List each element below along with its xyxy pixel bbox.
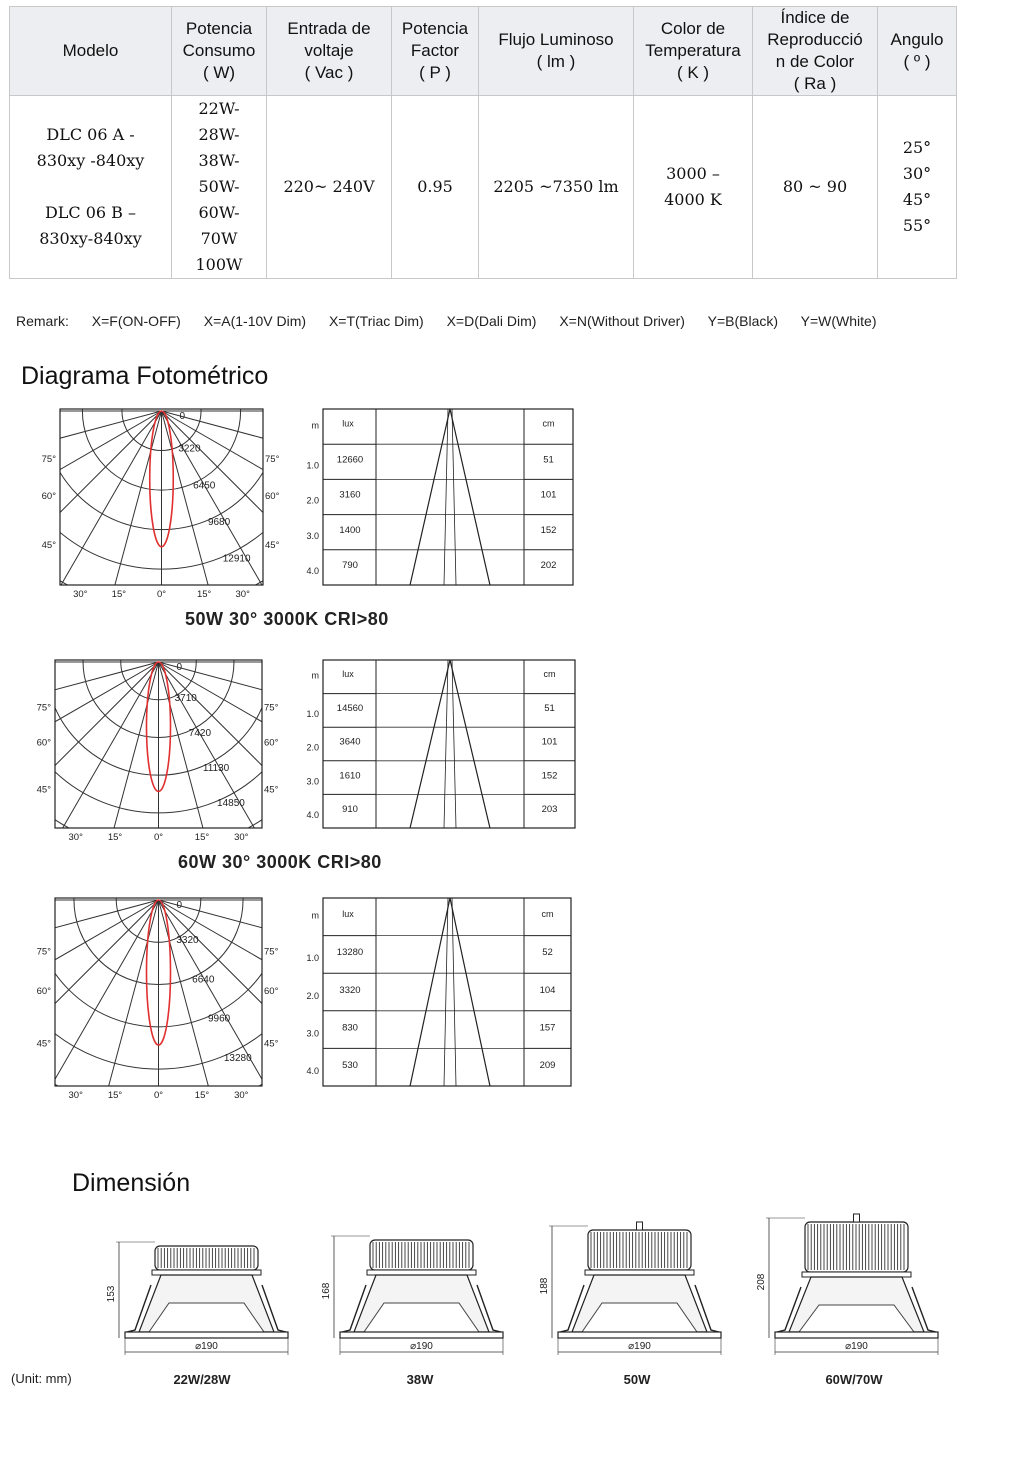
diameter-value: ⌀190 <box>628 1341 651 1352</box>
remark-item: X=A(1-10V Dim) <box>203 313 307 329</box>
downlight-drawing <box>756 1214 938 1355</box>
table-distance-value: 3.0 <box>306 1028 319 1039</box>
header-indice-reproduccion: Índice de Reproducció n de Color ( Ra ) <box>753 7 878 96</box>
bottom-angle-label: 30° <box>68 832 83 843</box>
reflector-inner <box>799 1305 914 1332</box>
polar-radial-line <box>0 662 159 897</box>
dimension-label: 38W <box>406 1372 434 1387</box>
angle-label-right: 45° <box>265 540 280 552</box>
ring-value-label: 13280 <box>223 1052 252 1064</box>
table-cm-value: 157 <box>539 1022 556 1034</box>
trim-flange <box>558 1332 721 1338</box>
table-distance-value: 2.0 <box>306 742 319 753</box>
table-lux-value: 3160 <box>339 489 361 501</box>
ring-value-label: 9680 <box>207 516 231 528</box>
height-value: 208 <box>756 1273 767 1291</box>
bottom-angle-label: 15° <box>107 832 123 843</box>
chart-caption: 50W 30° 3000K CRI>80 <box>185 609 389 629</box>
bottom-angle-label: 30° <box>68 1090 83 1101</box>
table-frame <box>323 660 575 828</box>
angle-label-left: 45° <box>36 784 51 796</box>
angle-label-right: 75° <box>264 946 279 958</box>
angle-label-right: 60° <box>264 737 279 749</box>
polar-radial-line <box>0 900 159 1110</box>
photometric-title: Diagrama Fotométrico <box>21 362 269 390</box>
table-lux-value: 3640 <box>339 736 361 748</box>
table-cm-value: 101 <box>541 736 558 748</box>
mount-ring <box>585 1270 694 1275</box>
table-header-cm: cm <box>543 668 556 679</box>
angle-label-right: 45° <box>264 1038 279 1050</box>
reflector-inner <box>582 1303 697 1332</box>
dimension-label: 50W <box>623 1372 651 1387</box>
cell-cri: 80 ~ 90 <box>753 96 878 279</box>
header-entrada-voltaje: Entrada de voltaje ( Vac ) <box>267 7 392 96</box>
table-lux-value: 14560 <box>336 703 364 715</box>
angle-label-left: 45° <box>41 540 56 552</box>
table-header-lux: lux <box>342 908 354 919</box>
trim-flange <box>340 1332 503 1338</box>
downlight-drawing <box>321 1236 503 1355</box>
table-distance-value: 2.0 <box>306 495 319 506</box>
angle-label-left: 45° <box>36 1038 51 1050</box>
table-distance-value: 4.0 <box>306 566 319 577</box>
top-connector <box>854 1214 860 1222</box>
table-distance-value: 1.0 <box>306 953 319 964</box>
polar-chart <box>0 689 531 1110</box>
header-modelo: Modelo <box>10 7 172 96</box>
ring-value-label: 3220 <box>178 443 201 455</box>
ring-value-label: 9960 <box>208 1013 231 1025</box>
table-lux-value: 790 <box>342 560 358 572</box>
bottom-angle-label: 15° <box>111 589 127 600</box>
bottom-angle-label: 0° <box>153 1090 164 1101</box>
remark-item: X=N(Without Driver) <box>559 313 685 329</box>
table-header-cm: cm <box>542 418 555 429</box>
polar-radial-line <box>159 900 481 1086</box>
table-header-m: m <box>311 910 319 921</box>
reflector-inner <box>364 1303 479 1332</box>
remark-item: Y=W(White) <box>800 313 877 329</box>
angle-label-left: 75° <box>36 702 51 714</box>
polar-radial-line <box>73 662 159 983</box>
table-cm-value: 101 <box>540 489 557 501</box>
header-flujo-luminoso: Flujo Luminoso ( lm ) <box>479 7 634 96</box>
height-value: 168 <box>321 1282 332 1300</box>
table-header-m: m <box>311 670 319 681</box>
diameter-value: ⌀190 <box>195 1341 218 1352</box>
angle-label-left: 75° <box>41 453 56 465</box>
cell-color-temp: 3000 – 4000 K <box>634 96 753 279</box>
polar-radial-line <box>0 900 159 1086</box>
bottom-angle-label: 0° <box>156 589 167 600</box>
cell-flux: 2205 ~7350 lm <box>479 96 634 279</box>
header-potencia-consumo: Potencia Consumo ( W) <box>172 7 267 96</box>
bottom-angle-label: 30° <box>73 589 88 600</box>
table-cm-value: 209 <box>539 1059 556 1071</box>
table-distance-value: 2.0 <box>306 990 319 1001</box>
beam-cone <box>410 409 490 585</box>
reflector-inner <box>149 1303 264 1332</box>
angle-label-right: 75° <box>264 702 279 714</box>
beam-cone <box>410 898 490 1086</box>
mount-ring <box>802 1272 911 1277</box>
polar-radial-line <box>159 900 422 1110</box>
angle-label-left: 60° <box>36 737 51 749</box>
cell-power-factor: 0.95 <box>392 96 479 279</box>
table-cm-value: 202 <box>540 560 557 572</box>
table-distance-value: 3.0 <box>306 776 319 787</box>
table-header-lux: lux <box>342 418 354 429</box>
ring-value-label: 7420 <box>188 727 212 739</box>
polar-radial-line <box>159 662 447 828</box>
table-lux-value: 13280 <box>336 947 364 959</box>
table-distance-value: 3.0 <box>306 530 319 541</box>
table-header-cm: cm <box>541 908 554 919</box>
dimension-title: Dimensión <box>72 1169 191 1197</box>
polar-radial-line <box>0 900 159 1110</box>
dimension-label: 60W/70W <box>825 1372 883 1387</box>
polar-radial-line <box>62 900 158 1110</box>
polar-radial-line <box>159 900 255 1110</box>
trim-flange <box>125 1332 288 1338</box>
ring-value-label: 6450 <box>193 480 216 492</box>
header-color-temperatura: Color de Temperatura ( K ) <box>634 7 753 96</box>
angle-label-right: 60° <box>264 985 279 997</box>
ring-value-label: 3320 <box>176 935 199 947</box>
diameter-value: ⌀190 <box>410 1341 433 1352</box>
ring-value-label: 14850 <box>217 797 245 809</box>
illuminance-table <box>306 660 575 828</box>
table-lux-value: 830 <box>342 1022 358 1034</box>
cell-angles: 25° 30° 45° 55° <box>878 96 957 279</box>
downlight-drawing <box>539 1222 721 1355</box>
dimension-drawings <box>0 1210 1015 1370</box>
cell-model: DLC 06 A - 830xy -840xy DLC 06 B – 830xy-840xy <box>10 96 172 279</box>
cell-power: 22W- 28W- 38W- 50W- 60W- 70W 100W <box>172 96 267 279</box>
height-value: 153 <box>106 1285 117 1303</box>
polar-chart <box>0 473 491 994</box>
ring-value-label: 12910 <box>222 553 251 565</box>
bottom-angle-label: 15° <box>196 589 212 600</box>
angle-label-left: 60° <box>41 490 56 502</box>
table-lux-value: 12660 <box>336 454 364 466</box>
bottom-angle-label: 30° <box>234 832 249 843</box>
beam-cone <box>410 660 490 828</box>
table-lux-value: 910 <box>342 803 358 815</box>
bottom-angle-label: 0° <box>153 832 164 843</box>
illuminance-table <box>306 409 573 585</box>
table-header-m: m <box>311 420 319 431</box>
polar-radial-line <box>0 411 161 657</box>
table-lux-value: 3320 <box>339 984 361 996</box>
angle-label-right: 60° <box>265 490 280 502</box>
top-connector <box>637 1222 643 1230</box>
angle-label-left: 75° <box>36 946 51 958</box>
bottom-angle-label: 30° <box>235 589 250 600</box>
trim-flange <box>775 1332 938 1338</box>
ring-value-label: 0 <box>179 411 186 422</box>
height-value: 188 <box>539 1277 550 1295</box>
dimension-label: 22W/28W <box>173 1372 231 1387</box>
ring-value-label: 3710 <box>174 692 197 704</box>
table-distance-value: 1.0 <box>306 460 319 471</box>
mount-ring <box>152 1270 261 1275</box>
table-distance-value: 4.0 <box>306 1065 319 1076</box>
table-cm-value: 203 <box>541 803 558 815</box>
table-cm-value: 152 <box>541 770 558 782</box>
ring-value-label: 11130 <box>202 762 230 774</box>
polar-grid <box>0 473 491 994</box>
polar-radial-line <box>0 662 159 748</box>
table-lux-value: 530 <box>342 1059 358 1071</box>
ring-value-label: 6640 <box>192 974 215 986</box>
bottom-angle-label: 15° <box>194 1090 210 1101</box>
ring-value-label: 0 <box>176 900 183 911</box>
ring-value-label: 0 <box>176 662 183 673</box>
downlight-drawing <box>106 1242 288 1355</box>
remark-label: Remark: <box>16 313 69 329</box>
table-cm-value: 51 <box>544 703 555 715</box>
polar-radial-line <box>0 900 159 996</box>
remark-item: X=D(Dali Dim) <box>446 313 537 329</box>
chart-caption: 60W 30° 3000K CRI>80 <box>178 852 382 872</box>
table-header-lux: lux <box>342 668 354 679</box>
mount-ring <box>367 1270 476 1275</box>
remark-item: X=T(Triac Dim) <box>328 313 424 329</box>
polar-radial-line <box>0 662 159 828</box>
bottom-angle-label: 15° <box>194 832 210 843</box>
polar-radial-line <box>159 662 245 986</box>
angle-label-right: 45° <box>264 784 279 796</box>
remark-item: Y=B(Black) <box>707 313 779 329</box>
table-cm-value: 52 <box>542 947 553 959</box>
table-distance-value: 1.0 <box>306 709 319 720</box>
bottom-angle-label: 15° <box>107 1090 123 1101</box>
diameter-value: ⌀190 <box>845 1341 868 1352</box>
angle-label-right: 75° <box>265 453 280 465</box>
unit-note: (Unit: mm) <box>11 1371 72 1386</box>
table-cm-value: 51 <box>543 454 554 466</box>
table-cm-value: 152 <box>540 524 557 536</box>
angle-label-left: 60° <box>36 985 51 997</box>
table-distance-value: 4.0 <box>306 809 319 820</box>
table-lux-value: 1610 <box>339 770 361 782</box>
remark-item: X=F(ON-OFF) <box>91 313 181 329</box>
table-lux-value: 1400 <box>339 524 361 536</box>
table-cm-value: 104 <box>539 984 556 996</box>
header-potencia-factor: Potencia Factor ( P ) <box>392 7 479 96</box>
header-angulo: Angulo ( º ) <box>878 7 957 96</box>
cell-voltage: 220~ 240V <box>267 96 392 279</box>
illuminance-table <box>306 898 571 1086</box>
bottom-angle-label: 30° <box>234 1090 249 1101</box>
